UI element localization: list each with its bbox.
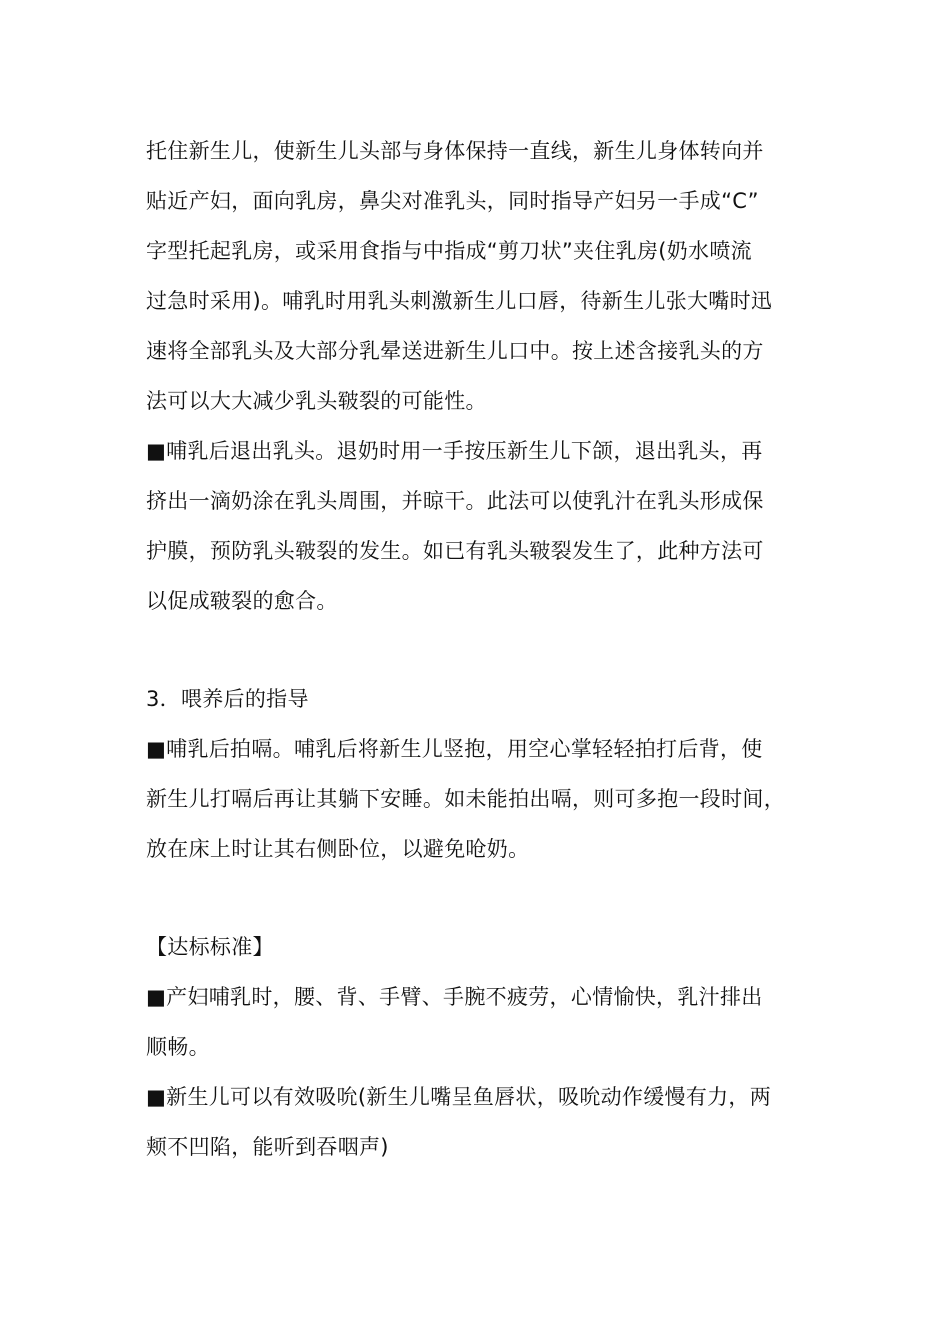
- paragraph-line: 护膜，预防乳头皲裂的发生。如已有乳头皲裂发生了，此种方法可: [146, 539, 764, 563]
- section-heading: 【达标标准】: [146, 935, 274, 959]
- section-heading: 3．喂养后的指导: [146, 687, 309, 711]
- bullet-line: ■新生儿可以有效吸吮(新生儿嘴呈鱼唇状，吸吮动作缓慢有力，两: [146, 1085, 772, 1109]
- paragraph-line: 贴近产妇，面向乳房，鼻尖对准乳头，同时指导产妇另一手成“C”: [146, 189, 759, 213]
- paragraph-line: 字型托起乳房，或采用食指与中指成“剪刀状”夹住乳房(奶水喷流: [146, 239, 752, 263]
- paragraph-line: 过急时采用)。哺乳时用乳头刺激新生儿口唇，待新生儿张大嘴时迅: [146, 289, 773, 313]
- paragraph-line: 挤出一滴奶涂在乳头周围，并晾干。此法可以使乳汁在乳头形成保: [146, 489, 764, 513]
- paragraph-line: 顺畅。: [146, 1035, 210, 1059]
- paragraph-line: 颊不凹陷，能听到吞咽声): [146, 1135, 389, 1159]
- paragraph-line: 新生儿打嗝后再让其躺下安睡。如未能拍出嗝，则可多抱一段时间，: [146, 787, 785, 811]
- bullet-line: ■哺乳后拍嗝。哺乳后将新生儿竖抱，用空心掌轻轻拍打后背，使: [146, 737, 763, 761]
- paragraph-line: 法可以大大减少乳头皲裂的可能性。: [146, 389, 487, 413]
- paragraph-line: 以促成皲裂的愈合。: [146, 589, 338, 613]
- bullet-line: ■哺乳后退出乳头。退奶时用一手按压新生儿下颌，退出乳头，再: [146, 439, 763, 463]
- paragraph-line: 托住新生儿，使新生儿头部与身体保持一直线，新生儿身体转向并: [146, 139, 764, 163]
- paragraph-line: 放在床上时让其右侧卧位，以避免呛奶。: [146, 837, 530, 861]
- paragraph-line: 速将全部乳头及大部分乳晕送进新生儿口中。按上述含接乳头的方: [146, 339, 764, 363]
- bullet-line: ■产妇哺乳时，腰、背、手臂、手腕不疲劳，心情愉快，乳汁排出: [146, 985, 763, 1009]
